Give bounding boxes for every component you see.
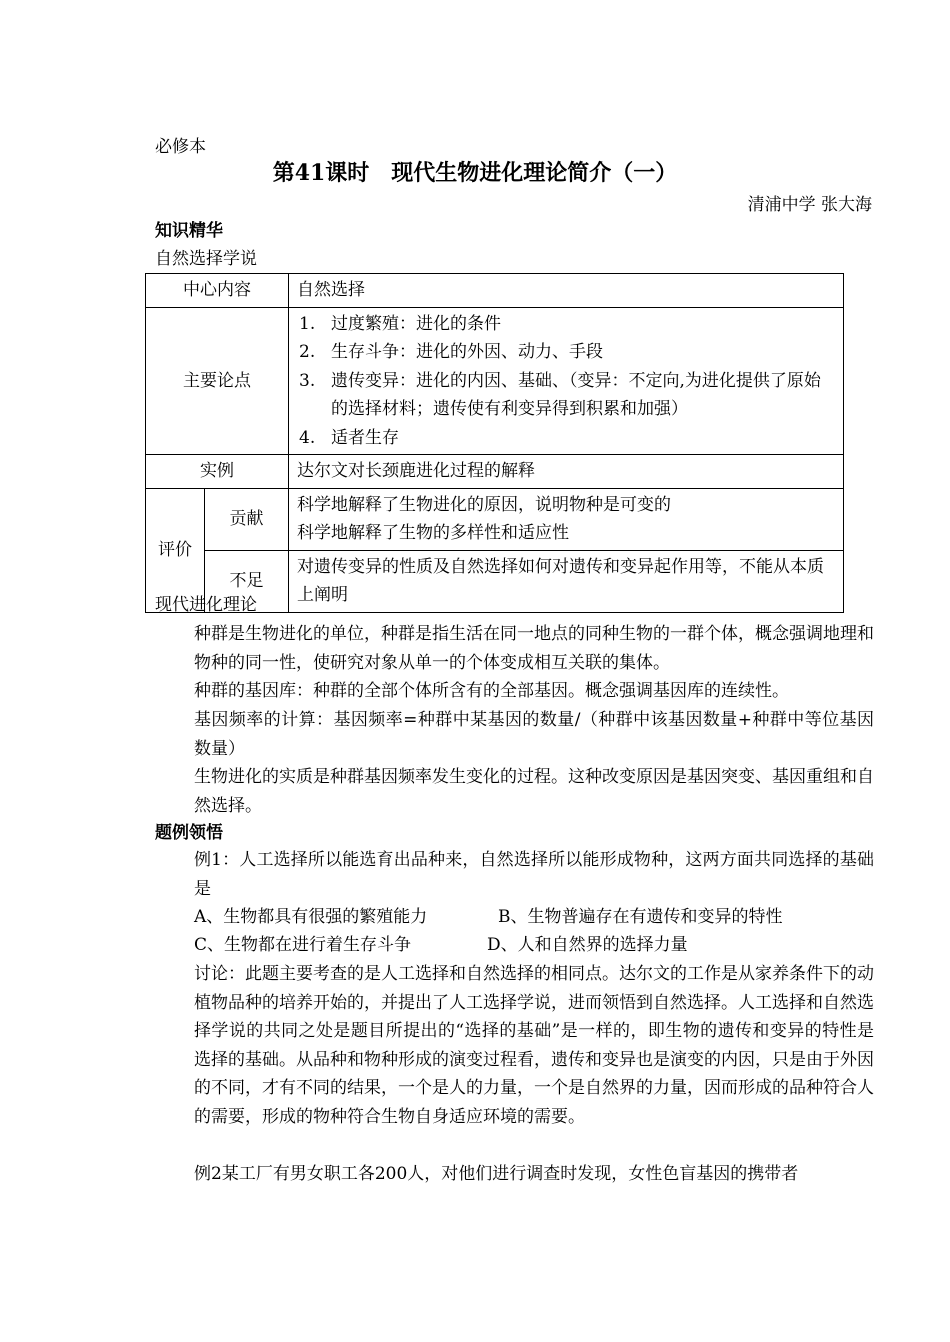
contrib-line: 科学地解释了生物进化的原因，说明物种是可变的 (297, 494, 671, 515)
list-item: 4. 适者生存 (299, 427, 399, 448)
table-cell-label: 评价 (146, 488, 205, 612)
subheading-modern-theory: 现代进化理论 (155, 595, 257, 615)
table-row (146, 307, 844, 455)
list-item: 1. 过度繁殖：进化的条件 (299, 313, 501, 334)
table-cell-points (289, 307, 844, 455)
example-question: 例2某工厂有男女职工各200人，对他们进行调查时发现，女性色盲基因的携带者 (194, 1164, 799, 1184)
table-cell-label: 贡献 (205, 488, 289, 550)
table-cell-label: 主要论点 (146, 307, 289, 455)
paragraph: 种群的基因库：种群的全部个体所含有的全部基因。概念强调基因库的连续性。 (194, 681, 789, 701)
page-title: 第41课时 现代生物进化理论简介（一） (272, 160, 678, 186)
table-cell-label: 实例 (146, 455, 289, 489)
table-row (146, 488, 844, 550)
natural-selection-table (145, 273, 844, 613)
example-question: 例1：人工选择所以能选育出品种来，自然选择所以能形成物种，这两方面共同选择的基础是 (194, 850, 874, 899)
contrib-line: 科学地解释了生物的多样性和适应性 (297, 523, 569, 543)
table-cell-value: 对遗传变异的性质及自然选择如何对遗传和变异起作用等，不能从本质上阐明 (289, 550, 844, 612)
table-cell-value: 达尔文对长颈鹿进化过程的解释 (289, 455, 844, 489)
table-cell-contrib (289, 488, 844, 550)
author-line: 清浦中学 张大海 (747, 195, 872, 215)
paragraph: 种群是生物进化的单位，种群是指生活在同一地点的同种生物的一群个体，概念强调地理和物种的同一性，使研究对象从单一的个体变成相互关联的集体。 (194, 624, 874, 673)
option-d: D、人和自然界的选择力量 (487, 935, 688, 955)
subheading-natural-selection: 自然选择学说 (155, 249, 257, 269)
table-cell-value: 自然选择 (289, 274, 844, 308)
table-cell-label: 不足 (205, 550, 289, 612)
table-row (146, 274, 844, 308)
points-list (297, 310, 835, 453)
paragraph: 生物进化的实质是种群基因频率发生变化的过程。这种改变原因是基因突变、基因重组和自然选择。 (194, 767, 874, 816)
list-item: 2. 生存斗争：进化的外因、动力、手段 (299, 342, 603, 362)
book-label: 必修本 (155, 137, 206, 157)
table-row (146, 455, 844, 489)
option-c: C、生物都在进行着生存斗争 (194, 935, 412, 955)
list-item: 3. 遗传变异：进化的内因、基础、（变异：不定向,为进化提供了原始的选择材料；遗传使有利变异得到积累和加强） (299, 370, 821, 419)
section-heading-knowledge: 知识精华 (155, 221, 223, 241)
option-b: B、生物普遍存在有遗传和变异的特性 (498, 907, 783, 927)
section-heading-examples: 题例领悟 (155, 823, 223, 843)
paragraph: 基因频率的计算：基因频率=种群中某基因的数量/（种群中该基因数量+种群中等位基因数量） (194, 710, 874, 759)
table-cell-label: 中心内容 (146, 274, 289, 308)
discussion-paragraph: 讨论：此题主要考查的是人工选择和自然选择的相同点。达尔文的工作是从家养条件下的动植物品种的培养开始的，并提出了人工选择学说，进而领悟到自然选择。人工选择和自然选择学说的共同之处是题目所提出的“选择的基础”是一样的，即生物的遗传和变异的特性是选择的基础。从品种和物种形成的演变过程看，遗传和变异也是演变的内因，只是由于外因的不同，才有不同的结果，一个是人的力量，一个是自然界的力量，因而形成的品种符合人的需要，形成的物种符合生物自身适应环境的需要。 (194, 964, 874, 1127)
option-a: A、生物都具有很强的繁殖能力 (194, 907, 428, 927)
